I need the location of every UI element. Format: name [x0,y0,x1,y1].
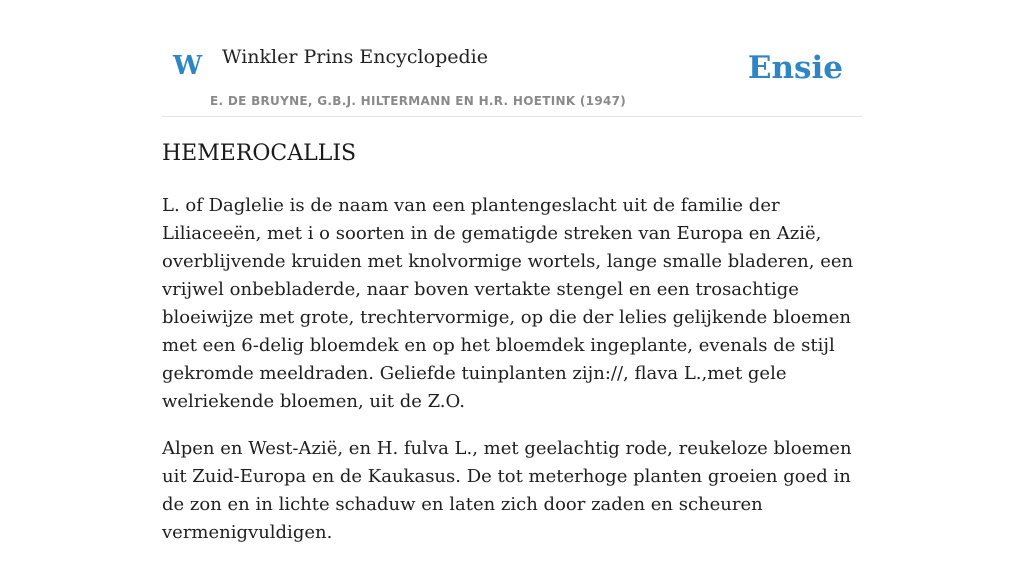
winkler-prins-logo[interactable]: W [173,51,203,81]
entry-paragraph: L. of Daglelie is de naam van een plantengeslacht uit de familie der Liliaceeën, met i o soorten in de gematigde streken van Europa en Azië, overblijvende kruiden met knolvormige wortels, lange smalle bladeren, een vrijwel onbebladerde, naar boven vertakte stengel en een trosachtige bloeiwijze met grote, trechtervormige, op die der lelies gelijkende bloemen met een 6-delig bloemdek en op het bloemdek ingeplante, evenals de stijl gekromde meeldraden. Geliefde tuinplanten zijn://, flava L.,met gele welriekende bloemen, uit de Z.O. [162,195,854,412]
entry-title: HEMEROCALLIS [162,141,357,166]
book-title[interactable]: Winkler Prins Encyclopedie [222,46,488,68]
entry-body [162,192,864,566]
book-authors: E. DE BRUYNE, G.B.J. HILTERMANN EN H.R. HOETINK (1947) [210,94,627,108]
entry-paragraph: Alpen en West-Azië, en H. fulva L., met geelachtig rode, reukeloze bloemen uit Zuid-Europa en de Kaukasus. De tot meterhoge planten groeien goed in de zon en in lichte schaduw en laten zich door zaden en scheuren vermenigvuldigen. [162,438,852,543]
header [162,38,862,117]
ensie-logo[interactable]: Ensie [747,50,843,86]
